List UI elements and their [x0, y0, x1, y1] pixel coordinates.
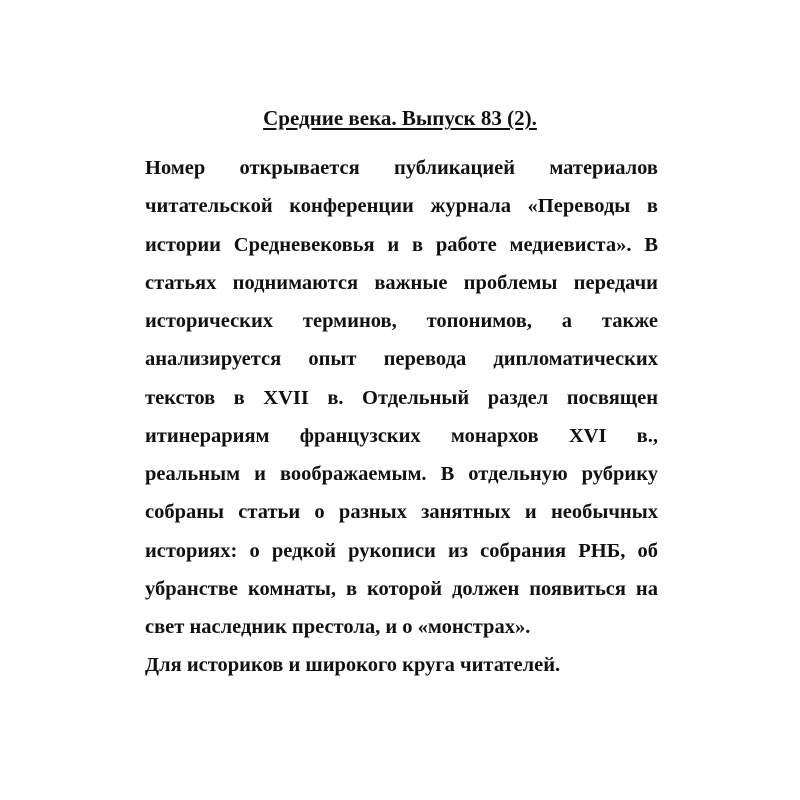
paragraph-line: итинерариям французских монархов XVI в.,	[145, 424, 658, 447]
paragraph-line: читательской конференции журнала «Переводы в	[145, 195, 658, 218]
paragraph-line: Номер открывается публикацией материалов	[145, 157, 658, 179]
paragraph-line: собраны статьи о разных занятных и необычных	[145, 501, 658, 524]
paragraph-line: историях: о редкой рукописи из собрания РНБ, об	[145, 539, 658, 562]
paragraph-line: исторических терминов, топонимов, а также	[145, 310, 658, 332]
paragraph-line: убранстве комнаты, в которой должен появиться на	[145, 577, 658, 600]
closing-line: Для историков и широкого круга читателей.	[145, 654, 561, 676]
description-paragraph	[145, 154, 658, 651]
paragraph-line: анализируется опыт перевода дипломатических	[145, 348, 658, 371]
paragraph-line: текстов в XVII в. Отдельный раздел посвящен	[145, 386, 658, 409]
paragraph-line: статьях поднимаются важные проблемы передачи	[145, 271, 658, 294]
document-title: Средние века. Выпуск 83 (2).	[263, 106, 537, 130]
paragraph-line: свет наследник престола, и о «монстрах».	[145, 616, 531, 638]
paragraph-line: истории Средневековья и в работе медиевиста». В	[145, 233, 658, 256]
paragraph-line: реальным и воображаемым. В отдельную рубрику	[145, 463, 658, 485]
